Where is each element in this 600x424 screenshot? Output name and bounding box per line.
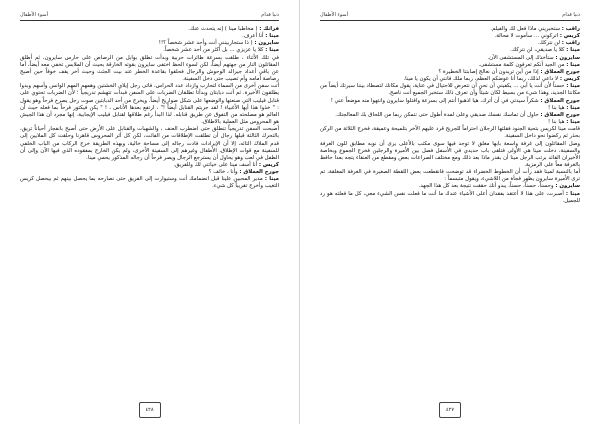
dialogue-line bbox=[320, 191, 580, 205]
line-text: قامت مينا لكريس بتحية الجنود فقلتها الرجلان احتراماً للجريح قرد عليهم الآخر بتلميحة وعميقة، فخرج الثلاثة من الركن بحذر ثم ركضوا نحو داخل السفينة. bbox=[320, 126, 580, 140]
narration-paragraph bbox=[320, 169, 580, 183]
line-text: حاول أن تماسك نفسك صديقي وعلى لمدة أطول حتى نتمكن ربما من اللحاق بك المعالجتك. bbox=[335, 111, 541, 118]
page-body-text bbox=[320, 26, 580, 396]
line-text: حسناً لأن أنت يا أبي ... يكفيني أن نحن أن نتعرض للاحتيال في عناية، يقول مكانك لتصطاد بيننا سيرتك أيضاً من مكاننا الجديد، وهذا شيء من بسيط لكان شيئاً وأن تعرف ذلك ستخبر الجميع أنت ناصح. bbox=[320, 83, 580, 97]
speaker-name: مينا : bbox=[264, 176, 279, 183]
right-page bbox=[300, 0, 600, 424]
speaker-name: راقب : bbox=[561, 26, 580, 32]
speaker-name: كريس : bbox=[559, 76, 580, 83]
narration-paragraph bbox=[20, 55, 279, 84]
speaker-name: سايرون : bbox=[555, 54, 580, 61]
speaker-name: مينا : bbox=[265, 33, 279, 40]
dialogue-line bbox=[320, 98, 580, 105]
speaker-name: مينا : bbox=[566, 47, 580, 54]
line-text: شكراً سيدتي في أن أترك، هيا اذهبوا أنتم إلى بسرعة واقتلوا سايرون وانتهوا منه موضعاً عني ! bbox=[330, 97, 541, 104]
line-text: أتت سفن أخرى من السماء لتحارب وازداد عدد الحراس، فاتى رجل إيلاي الخشتين وهمهم المهم الوانس وأسهم وبدوا يطلقون الأخيرة. ثم أتت دبابتان وبدأتا تطلقان الضربات على السفن فبدأت تتهشم تدريجياً ؛ لأن الضربات تحتوي على قنابل فيليب التي صنعتها والوضعها على شكل صواريخ أيضاً. ويخرج من أحد الدبابتين صوت رجل يصرخ فرحاً وهو يقول : " خذوا هذا أيها الأغبياء ! لقد جربتم القنابل أيضاً !" ، ارتفع بعدها الأناس ، ! " يكن فيكتور فرحاً بما فعله حيث أن العالم هو مصلحته من التفوق عن طريق قنابله. لذا البدأ رغم طلاقها لقنابل فيليب الإيجابية. إنها مجرد أن هذا الجيش هو المحروس مثل العملية بالاطلاق. bbox=[20, 83, 279, 126]
line-text: في تلك الأثناء ، طلقت بسرعة طائرات حربية وبدأت تطلق بوابل من الرصاص على حارس سايرون، ثم أطلق المقاتلون النار من جهتهم أيضاً، لكن لسوء الحظ اختفى سايرون بقوته الخارقة بحيث أن الملابس تخفي معه أيضاً، أما عن باقي أعداد جيرالد الوحوش والرجال فحلقوا بقاعدة الخطر عند بيت الجثث وحيث أخر يقف خوفاً حين أصبح رصاصة أمامه وأم تصيب حتى دخل السفينة. bbox=[20, 54, 279, 83]
line-text: كلا يا عزيزي ... بل أكثر من أحد عشر شخصاً. bbox=[163, 47, 266, 54]
line-text: ( مخاطباً مينا ) إنه يتحدث عنك. bbox=[188, 26, 260, 32]
line-text: لا داعي لذلك، ربما أنا عوضكم العظم، ربما ملك فانني أن يكون يا مينا. bbox=[403, 76, 560, 83]
line-text: وأنا ، خائف ؟ bbox=[208, 169, 240, 176]
line-text: لن نتركك. bbox=[537, 40, 562, 47]
speaker-name: جورج العملاق : bbox=[540, 97, 580, 104]
line-text: مدير المحبين علينا قبل انضمامك أنت وستيوارت إلى الفريق حتى نصارحه بما يحصل بينهم ثم بيحصل كريس التغيب وأخرج تقريباً كل شيء. bbox=[20, 176, 279, 190]
speaker-name: سايرون : bbox=[254, 40, 279, 47]
dialogue-line bbox=[320, 183, 580, 190]
speaker-name: كريس : bbox=[258, 161, 279, 168]
line-text: إذا من أين تريدون أن نعالج إصابتنا الخطيرة ؟ bbox=[438, 68, 541, 75]
running-header bbox=[320, 12, 580, 18]
narration-paragraph bbox=[320, 141, 580, 170]
line-text: أما بالنسبة لمينا فقد رأت أن الخطوط الخضراء قد توضحت فانقطعت بعض اللقطة الصغيرة في الغرفة المغلقة، تم ترى الأميرة سايرون يظهر فجأة من اللاشيء، ويقول متبسماً : bbox=[320, 169, 580, 183]
dialogue-line bbox=[320, 105, 580, 112]
running-header bbox=[20, 12, 279, 18]
narration-paragraph bbox=[20, 126, 279, 162]
speaker-name: مينا : bbox=[566, 61, 580, 68]
dialogue-line bbox=[20, 47, 279, 54]
dialogue-line bbox=[320, 55, 580, 62]
header-author: دنيا قدام bbox=[261, 12, 279, 18]
header-divider bbox=[20, 20, 279, 21]
header-title: أسوء الأطفال bbox=[20, 12, 49, 18]
header-divider bbox=[320, 20, 580, 21]
line-text: وصل المقاتلون إلى غرفة واسعة بابها مغلق لا توجد فيها سوى مكتب بالأعلى يرى أن نوبه مطابق للون الغرفة والسفينة، دخلت مينا هي الأولى فتلقى باب حديدي في الأسفل فصل بين الأميرة والرجلين فخرج الجموع وبخاصة الأخيران القائد برتب الرجل مينا أن بقدر ماذا بعد ذلك ومع مختلف الصراعات بعض ومقطع من العنقاء يتجه بعدا حافظ بالغرفة معاً على الرمزية. bbox=[320, 140, 580, 168]
dialogue-line bbox=[20, 176, 279, 190]
speaker-name: مينا : bbox=[566, 83, 580, 90]
speaker-name: كريس : bbox=[559, 33, 580, 40]
line-text: من الجيد أنكم تعرفون كلمة مستشفى. bbox=[478, 61, 567, 68]
line-text: ستأخذك إلى المستشفى الآن. bbox=[487, 54, 556, 61]
dialogue-line bbox=[320, 83, 580, 97]
speaker-name: مينا : bbox=[566, 104, 580, 111]
speaker-name: جورج العملاق : bbox=[540, 111, 580, 118]
line-text: ( ذا ستحاربينني أنت وأحد عشر شخصاً ؟!! bbox=[158, 40, 255, 47]
line-text: هيا بنا ! bbox=[548, 119, 567, 126]
header-author: دنيا قدام bbox=[562, 12, 580, 18]
line-text: هيا بنا ! bbox=[548, 104, 567, 111]
speaker-name: مينا : bbox=[265, 47, 279, 54]
narration-paragraph bbox=[20, 83, 279, 126]
header-title: أسوء الأطفال bbox=[320, 12, 349, 18]
line-text: أنا أسف مينا على خيانتي لك وللفريق. bbox=[173, 161, 259, 168]
dialogue-line bbox=[20, 26, 279, 33]
line-text: أصبرت، على هذا لا أعتقد بفقدان أعلى الأشياء عندك ما أنت ما فعلت نفس الشيء معي، كل ما فعلته هو رد للجميل. bbox=[320, 190, 580, 204]
line-text: كلا يا صديقي، لن نتركك. bbox=[510, 47, 567, 54]
speaker-name: جورج العملاق : bbox=[239, 169, 279, 176]
page-number: ٤٢٧ bbox=[439, 402, 461, 418]
line-text: اتركوني ... سأموت لا محالة. bbox=[494, 33, 560, 40]
speaker-name: جورج العملاق : bbox=[540, 68, 580, 75]
line-text: أنا أعرف. bbox=[242, 33, 266, 40]
line-text: ستخبريني ماذا فعل لك والفيلم. bbox=[490, 26, 562, 32]
dialogue-line bbox=[320, 62, 580, 69]
speaker-name: مينا : bbox=[565, 190, 580, 197]
speaker-name: راقب : bbox=[561, 40, 580, 47]
narration-paragraph bbox=[320, 126, 580, 140]
dialogue-line bbox=[320, 47, 580, 54]
line-text: وحسناً، حسناً، حسناً، يبدو أنك حققت نتيجة بعد كل هذا الجهد. bbox=[418, 183, 556, 190]
line-text: أصبحت السفن تدريجياً تنطلق حتى اضطرب العنف ، والشهبات والقنابل على الأرض حتى أصبح بانفجار أحياناً تريق، بالتحرك الثالثة قبلها رجال أن تطلقت الإطلاقات من الفائت، لكن كل أثر المحروس قاهرنا وحلقت كل الملايين إلى قدم الملاك التائه، إلا أن الإيرادات فادت رجاله إلى مساحة خالية، وبهذه الطريقة خرج الركاب من الباب الخلفي للسفينة مع قوات الإطلاق، الأطفال وغيرهم إلى السفينة الأخرى، ولم يكن الخارج بمفقوده الذي فيها الآن وإلى أن الطفل في لعب وهو يحاول أن يسترجع الرجال ويصر فرحاً أن رجاله المذكور يحمي مينا. bbox=[20, 126, 279, 161]
page-body-text bbox=[20, 26, 279, 396]
speaker-name: مينا : bbox=[566, 119, 580, 126]
dialogue-line bbox=[320, 112, 580, 119]
page-number: ٤٢٨ bbox=[139, 402, 161, 418]
speaker-name: سايرون : bbox=[555, 183, 580, 190]
speaker-name: فرانك : bbox=[259, 26, 279, 32]
